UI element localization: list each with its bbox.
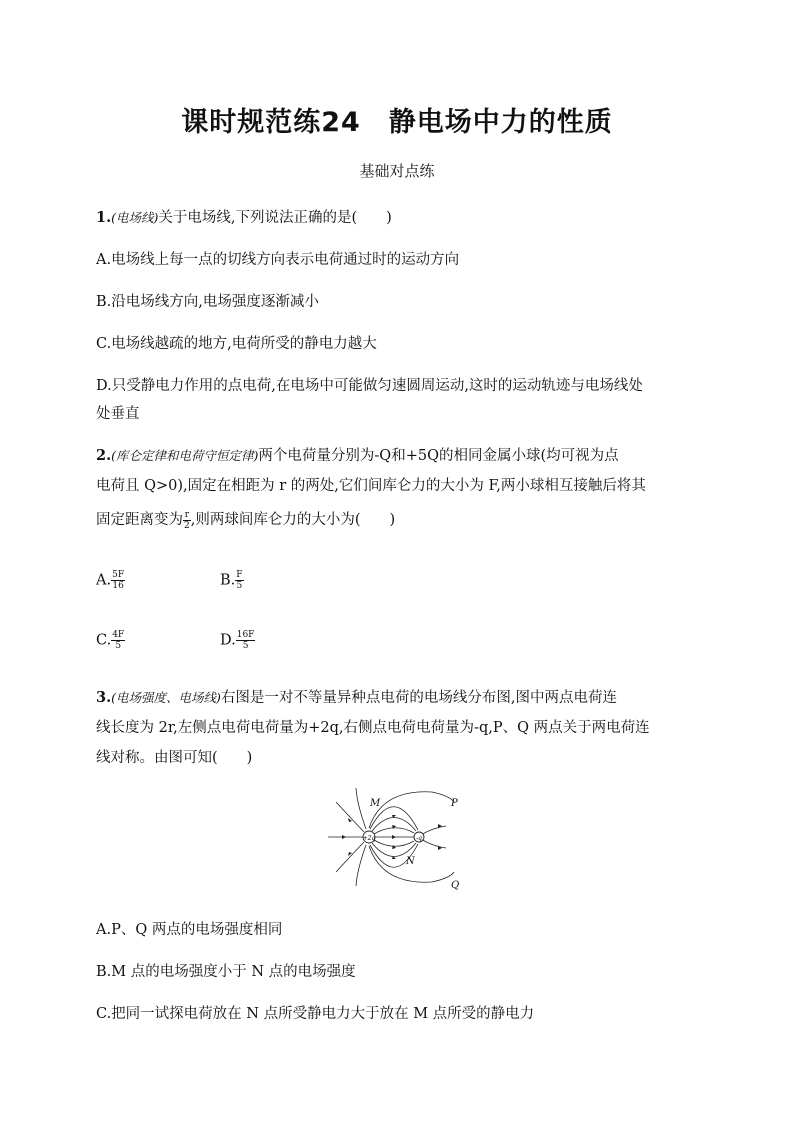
q2-stem-line2: 电荷且 Q>0),固定在相距为 r 的两处,它们间库仑力的大小为 F,两小球相互接触后将其: [96, 478, 646, 494]
fraction-numerator: r: [184, 509, 190, 520]
option-label: D.: [220, 632, 236, 649]
q3-stem-line3: 线对称。由图可知( ): [96, 750, 253, 766]
section-subtitle: 基础对点练: [359, 162, 435, 180]
q2-option-b: [220, 570, 244, 591]
point-p-label: P: [451, 798, 458, 809]
q3-option-a: A.P、Q 两点的电场强度相同: [96, 922, 283, 938]
field-lines-figure: [322, 784, 472, 894]
option-d-fraction: [236, 630, 256, 651]
fraction-numerator: 5F: [112, 570, 125, 580]
q1-option-d-line2: 处垂直: [96, 406, 140, 422]
option-label: B.: [220, 572, 236, 589]
q1-option-b: B.沿电场线方向,电场强度逐渐减小: [96, 294, 319, 310]
fraction-numerator: 4F: [112, 630, 125, 640]
q3-line1-text: 右图是一对不等量异种点电荷的电场线分布图,图中两点电荷连: [220, 690, 618, 706]
fraction-denominator: 16: [112, 581, 124, 591]
q2-line1-text: 两个电荷量分别为-Q和+5Q的相同金属小球(均可视为点: [258, 448, 619, 464]
q2-option-a: [96, 570, 125, 591]
q1-option-c: C.电场线越疏的地方,电荷所受的静电力越大: [96, 336, 377, 352]
q3-stem-line1: [96, 686, 617, 707]
point-m-label: M: [370, 798, 381, 809]
q3-tag: (电场强度、电场线): [111, 690, 221, 705]
fraction-denominator: 5: [115, 641, 122, 651]
q2-option-d: [220, 630, 255, 651]
fraction-numerator: 16F: [236, 630, 255, 640]
option-a-fraction: [111, 570, 125, 591]
point-n-label: N: [406, 856, 415, 867]
q2-tag: (库仑定律和电荷守恒定律): [111, 448, 259, 463]
field-lines: [328, 788, 454, 886]
q1-stem-text: 关于电场线,下列说法正确的是( ): [158, 210, 392, 226]
r-over-2-fraction: [183, 510, 191, 531]
option-b-fraction: [235, 570, 243, 591]
q2-line3-pre: 固定距离变为: [96, 512, 183, 528]
q1-option-d-line1: D.只受静电力作用的点电荷,在电场中可能做匀速圆周运动,这时的运动轨迹与电场线处: [96, 378, 643, 394]
q1-stem: [96, 206, 392, 227]
q3-option-b: B.M 点的电场强度小于 N 点的电场强度: [96, 964, 356, 980]
option-c-fraction: [111, 630, 125, 651]
point-q-label: Q: [451, 880, 460, 891]
page-title: 课时规范练24 静电场中力的性质: [181, 107, 613, 138]
fraction-denominator: 5: [242, 641, 249, 651]
q2-stem-line1: [96, 444, 619, 465]
q2-option-c: [96, 630, 125, 651]
option-label: C.: [96, 632, 112, 649]
left-charge-label: +2q: [362, 835, 376, 842]
right-charge-label: -q: [416, 835, 422, 842]
fraction-numerator: F: [236, 570, 243, 580]
option-label: A.: [96, 572, 112, 589]
q3-stem-line2: 线长度为 2r,左侧点电荷电荷量为+2q,右侧点电荷电荷量为-q,P、Q 两点关于两电荷连: [96, 720, 650, 736]
fraction-denominator: 5: [236, 581, 243, 591]
q3-option-c: C.把同一试探电荷放在 N 点所受静电力大于放在 M 点所受的静电力: [96, 1006, 535, 1022]
q1-option-a: A.电场线上每一点的切线方向表示电荷通过时的运动方向: [96, 252, 460, 268]
q2-line3-post: ,则两球间库仑力的大小为( ): [190, 512, 396, 528]
q2-number: 2.: [96, 447, 112, 464]
q1-number: 1.: [96, 209, 112, 226]
q2-stem-line3: [96, 508, 395, 531]
q3-number: 3.: [96, 689, 112, 706]
q1-tag: (电场线): [111, 210, 159, 225]
fraction-denominator: 2: [184, 520, 190, 531]
